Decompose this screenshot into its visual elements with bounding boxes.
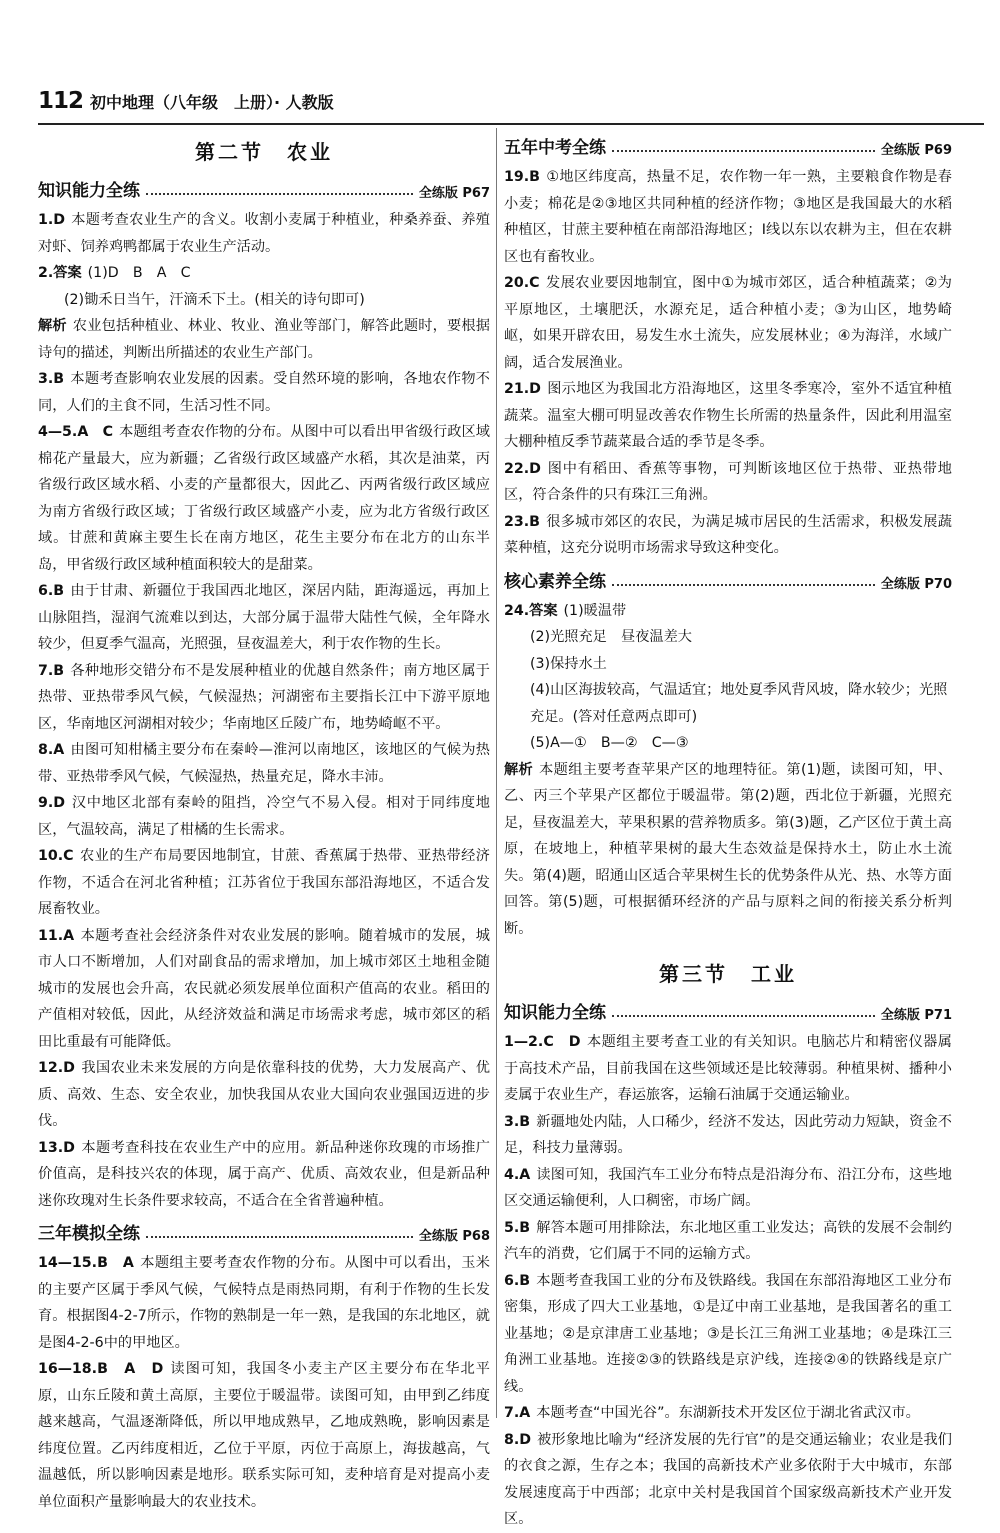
section-header [38, 175, 490, 201]
answer-text: (1)暖温带 [563, 602, 627, 619]
section-header-name: 知识能力全练 [504, 1003, 606, 1023]
section-header-leader [612, 1015, 875, 1017]
answer-text: (3)保持水土 [530, 655, 607, 672]
right-column [504, 128, 952, 1533]
section-header-name: 核心素养全练 [504, 571, 606, 592]
answer-text: (1)D B A C [87, 265, 191, 281]
answer-text: 发展农业要因地制宜，图中①为城市郊区，适合种植蔬菜；②为平原地区，土壤肥沃，水源充足，适合种植小麦；③为山区，地势崎岖，如果开辟农田，易发生水土流失，应发展林业；④为海洋，水域广阔，适合发展渔业。 [504, 275, 952, 371]
section-header [504, 997, 952, 1023]
answer-text: 农业包括种植业、林业、牧业、渔业等部门，解答此题时，要根据诗句的描述，判断出所描述的农业生产部门。 [38, 318, 490, 361]
section-header-leader [612, 150, 875, 152]
answer-text: 很多城市郊区的农民，为满足城市居民的生活需求，积极发展蔬菜种植，这充分说明市场需求导致这种变化。 [504, 513, 952, 556]
section-header-page-ref: 全练版 P69 [880, 143, 952, 158]
answer-text: 本题考查影响农业发展的因素。受自然环境的影响，各地农作物不同，人们的主食不同，生活习性不同。 [38, 371, 490, 414]
answer-text: 本题组主要考查农作物的分布。从图中可以看出，玉米的主要产区属于季风气候，气候特点是雨热同期，有利于作物的生长发育。根据图4-2-7所示，作物的熟制是一年一熟，是我国的东北地区，就是图4-2-6中的甲地区。 [38, 1255, 490, 1351]
answer-text: ①地区纬度高，热量不足，农作物一年一熟，主要粮食作物是春小麦；棉花是②③地区共同种植的经济作物；③地区是我国最大的水稻种植区，甘蔗主要种植在南部沿海地区；Ⅰ线以东以农耕为主，但在农耕区也有畜牧业。 [504, 169, 952, 265]
page-number: 112 [38, 88, 84, 114]
answer-number: 6.B [38, 583, 65, 599]
answer-number: 4.A [504, 1166, 531, 1183]
section-header-page-ref: 全练版 P67 [418, 186, 490, 201]
answer-number: 1.D [38, 212, 66, 228]
answer-number: 8.D [504, 1431, 532, 1448]
header-rule [38, 123, 984, 125]
answer-number: 20.C [504, 275, 540, 291]
answer-number: 23.B [504, 513, 540, 530]
answer-item [504, 624, 952, 651]
answer-item [38, 1135, 490, 1215]
answer-text: 本题组考查农作物的分布。从图中可以看出甲省级行政区域棉花产量最大，应为新疆；乙省级行政区域盛产水稻，其次是油菜，丙省级行政区域水稻、小麦的产量都很大，因此乙、丙两省级行政区域应为南方省级行政区域；丁省级行政区域盛产小麦，应为北方省级行政区域。甘蔗和黄麻主要生长在南方地区，花生主要分布在北方的山东半岛，甲省级行政区域种植面积较大的是甜菜。 [38, 424, 490, 573]
answer-text: 读图可知，我国汽车工业分布特点是沿海分布、沿江分布，这些地区交通运输便利，人口稠密，市场广阔。 [504, 1166, 952, 1209]
answer-number: 4—5.A C [38, 424, 114, 440]
answer-number: 3.B [38, 371, 65, 387]
answer-item [504, 598, 952, 625]
answer-item [38, 260, 490, 287]
section-header-page-ref: 全练版 P68 [418, 1229, 490, 1244]
answer-item [504, 1109, 952, 1162]
answer-item [38, 923, 490, 1056]
column-divider [496, 128, 497, 1418]
analysis-label: 解析 [504, 761, 534, 778]
answer-text: 本题考查科技在农业生产中的应用。新品种迷你玫瑰的市场推广价值高，是科技兴农的体现，属于高产、优质、高效农业，但是新品种迷你玫瑰对生长条件要求较高，不适合在全省普遍种植。 [38, 1139, 490, 1209]
answer-item [504, 651, 952, 678]
answer-number: 10.C [38, 848, 74, 864]
answer-item [504, 270, 952, 376]
section-header-name: 三年模拟全练 [38, 1224, 140, 1244]
answer-text: 我国农业未来发展的方向是依靠科技的优势，大力发展高产、优质、高效、生态、安全农业，加快我国从农业大国向农业强国迈进的步伐。 [38, 1060, 490, 1129]
answer-number: 9.D [38, 795, 66, 811]
answer-text: 本题考查我国工业的分布及铁路线。我国在东部沿海地区工业分布密集，形成了四大工业基地，①是辽中南工业基地，是我国著名的重工业基地；②是京津唐工业基地；③是长江三角洲工业基地；④是珠江三角洲工业基地。连接②③的铁路线是京沪线，连接②④的铁路线是京广线。 [504, 1272, 952, 1395]
answer-text: 农业的生产布局要因地制宜，甘蔗、香蕉属于热带、亚热带经济作物，不适合在河北省种植；江苏省位于我国东部沿海地区，不适合发展畜牧业。 [38, 848, 490, 917]
section-header [38, 1218, 490, 1244]
section-title-industry: 第三节 工业 [659, 962, 797, 986]
answer-text: 新疆地处内陆，人口稀少，经济不发达，因此劳动力短缺，资金不足，科技力量薄弱。 [504, 1113, 952, 1156]
answer-item [38, 578, 490, 658]
answer-item [504, 1400, 952, 1427]
answer-item [38, 1055, 490, 1135]
left-column [38, 128, 490, 1515]
section-title-agriculture: 第二节 农业 [195, 140, 333, 164]
answer-number: 3.B [504, 1113, 531, 1130]
section-header-leader [146, 193, 413, 195]
answer-item [504, 376, 952, 456]
answer-item [504, 1427, 952, 1533]
answer-text: 本题考查“中国光谷”。东湖新技术开发区位于湖北省武汉市。 [536, 1405, 920, 1421]
answer-item [38, 737, 490, 790]
answer-item [38, 366, 490, 419]
answer-number: 2.答案 [38, 265, 82, 281]
answer-item [504, 757, 952, 943]
answer-text: 本题组主要考查工业的有关知识。电脑芯片和精密仪器属于高技术产品，目前我国在这些领域还是比较薄弱。种植果树、播种小麦属于农业生产，春运旅客，运输石油属于交通运输业。 [504, 1034, 952, 1103]
answer-text: 由于甘肃、新疆位于我国西北地区，深居内陆，距海遥远，再加上山脉阻挡，湿润气流难以到达，大部分属于温带大陆性气候，全年降水较少，但夏季气温高，光照强，昼夜温差大，利于农作物的生长。 [38, 583, 490, 652]
answer-item [38, 1250, 490, 1356]
answer-item [504, 1162, 952, 1215]
answer-item [38, 790, 490, 843]
answer-number: 22.D [504, 460, 541, 477]
section-header-name: 五年中考全练 [504, 138, 606, 158]
answer-number: 11.A [38, 927, 75, 944]
section-header [504, 566, 952, 592]
section-header-page-ref: 全练版 P70 [880, 576, 952, 592]
answer-item [504, 1268, 952, 1401]
answer-item [504, 730, 952, 757]
answer-item [504, 677, 952, 730]
answer-text: 本题考查社会经济条件对农业发展的影响。随着城市的发展，城市人口不断增加，人们对副食品的需求增加，加上城市郊区土地租金随城市的发展也会升高，农民就必须发展单位面积产值高的农业。稻田的产值相对较低，因此，从经济效益和满足市场需求考虑，城市郊区的稻田比重最有可能降低。 [38, 927, 490, 1050]
answer-item [38, 207, 490, 260]
answer-text: 由图可知柑橘主要分布在秦岭—淮河以南地区，该地区的气候为热带、亚热带季风气候，气候湿热，热量充足，降水丰沛。 [38, 742, 490, 785]
page-header [38, 88, 998, 122]
answer-text: (2)光照充足 昼夜温差大 [530, 629, 692, 645]
answer-number: 19.B [504, 169, 540, 185]
answer-number: 7.B [38, 662, 65, 679]
answer-number: 12.D [38, 1060, 75, 1076]
answer-text: 图中有稻田、香蕉等事物，可判断该地区位于热带、亚热带地区，符合条件的只有珠江三角洲。 [504, 460, 952, 503]
answer-text: 被形象地比喻为“经济发展的先行官”的是交通运输业；农业是我们的衣食之源，生存之本；我国的高新技术产业多依附于大中城市，东部发展速度高于中西部；北京中关村是我国首个国家级高新技术产业开发区。 [504, 1431, 952, 1527]
section-header-name: 知识能力全练 [38, 181, 140, 201]
section-header [504, 132, 952, 158]
answer-number: 21.D [504, 381, 541, 397]
answer-text: 各种地形交错分布不是发展种植业的优越自然条件；南方地区属于热带、亚热带季风气候，气候湿热；河湖密布主要指长江中下游平原地区，华南地区河湖相对较少；华南地区丘陵广布，地势崎岖不平。 [38, 662, 490, 732]
answer-number: 6.B [504, 1272, 531, 1289]
answer-number: 14—15.B A [38, 1255, 134, 1271]
answer-text: 图示地区为我国北方沿海地区，这里冬季寒冷，室外不适宜种植蔬菜。温室大棚可明显改善农作物生长所需的热量条件，因此利用温室大棚种植反季节蔬菜最合适的季节是冬季。 [504, 381, 952, 450]
answer-number: 1—2.C D [504, 1034, 581, 1050]
answer-item [38, 1356, 490, 1515]
answer-item [504, 1215, 952, 1268]
analysis-label: 解析 [38, 318, 67, 334]
answer-item [504, 164, 952, 270]
answer-item [504, 456, 952, 509]
answer-item [38, 658, 490, 738]
answer-number: 13.D [38, 1139, 75, 1156]
answer-item [504, 509, 952, 562]
answer-text: 本题组主要考查苹果产区的地理特征。第(1)题，读图可知，甲、乙、丙三个苹果产区都位于暖温带。第(2)题，西北位于新疆，光照充足，昼夜温差大，苹果积累的营养物质多。第(3)题，乙产区位于黄土高原，在坡地上，种植苹果树的最大生态效益是保持水土，防止水土流失。第(4)题，昭通山区适合苹果树生长的优势条件从光、热、水等方面回答。第(5)题，可根据循环经济的产品与原料之间的衔接关系分析判断。 [504, 761, 952, 937]
answer-text: 读图可知，我国冬小麦主产区主要分布在华北平原，山东丘陵和黄土高原，主要位于暖温带。读图可知，由甲到乙纬度越来越高，气温逐渐降低，所以甲地成熟早，乙地成熟晚，影响因素是纬度位置。乙丙纬度相近，乙位于平原，丙位于高原上，海拔越高，气温越低，所以影响因素是地形。联系实际可知，麦种培育是对提高小麦单位面积产量影响最大的农业技术。 [38, 1361, 490, 1510]
answer-number: 5.B [504, 1219, 531, 1236]
answer-item [38, 419, 490, 578]
answer-text: (5)A—① B—② C—③ [530, 735, 689, 751]
book-title: 初中地理（八年级 上册）· 人教版 [90, 93, 334, 112]
answer-number: 8.A [38, 742, 65, 758]
answer-item [38, 287, 490, 314]
answer-text: (2)锄禾日当午，汗滴禾下土。(相关的诗句即可) [64, 291, 365, 308]
section-header-leader [612, 584, 875, 586]
answer-item [38, 313, 490, 366]
section-header-page-ref: 全练版 P71 [880, 1008, 952, 1023]
answer-text: 解答本题可用排除法，东北地区重工业发达；高铁的发展不会制约汽车的消费，它们属于不同的运输方式。 [504, 1219, 952, 1262]
answer-number: 16—18.B A D [38, 1361, 164, 1377]
section-header-leader [146, 1236, 413, 1238]
answer-text: 本题考查农业生产的含义。收割小麦属于种植业，种桑养蚕、养殖对虾、饲养鸡鸭都属于农业生产活动。 [38, 212, 490, 255]
answer-text: (4)山区海拔较高，气温适宜；地处夏季风背风坡，降水较少；光照充足。(答对任意两点即可) [530, 682, 948, 725]
answer-number: 7.A [504, 1405, 531, 1421]
answer-item [504, 1029, 952, 1109]
answer-text: 汉中地区北部有秦岭的阻挡，冷空气不易入侵。相对于同纬度地区，气温较高，满足了柑橘的生长需求。 [38, 795, 490, 838]
answer-number: 24.答案 [504, 602, 558, 619]
answer-item [38, 843, 490, 923]
